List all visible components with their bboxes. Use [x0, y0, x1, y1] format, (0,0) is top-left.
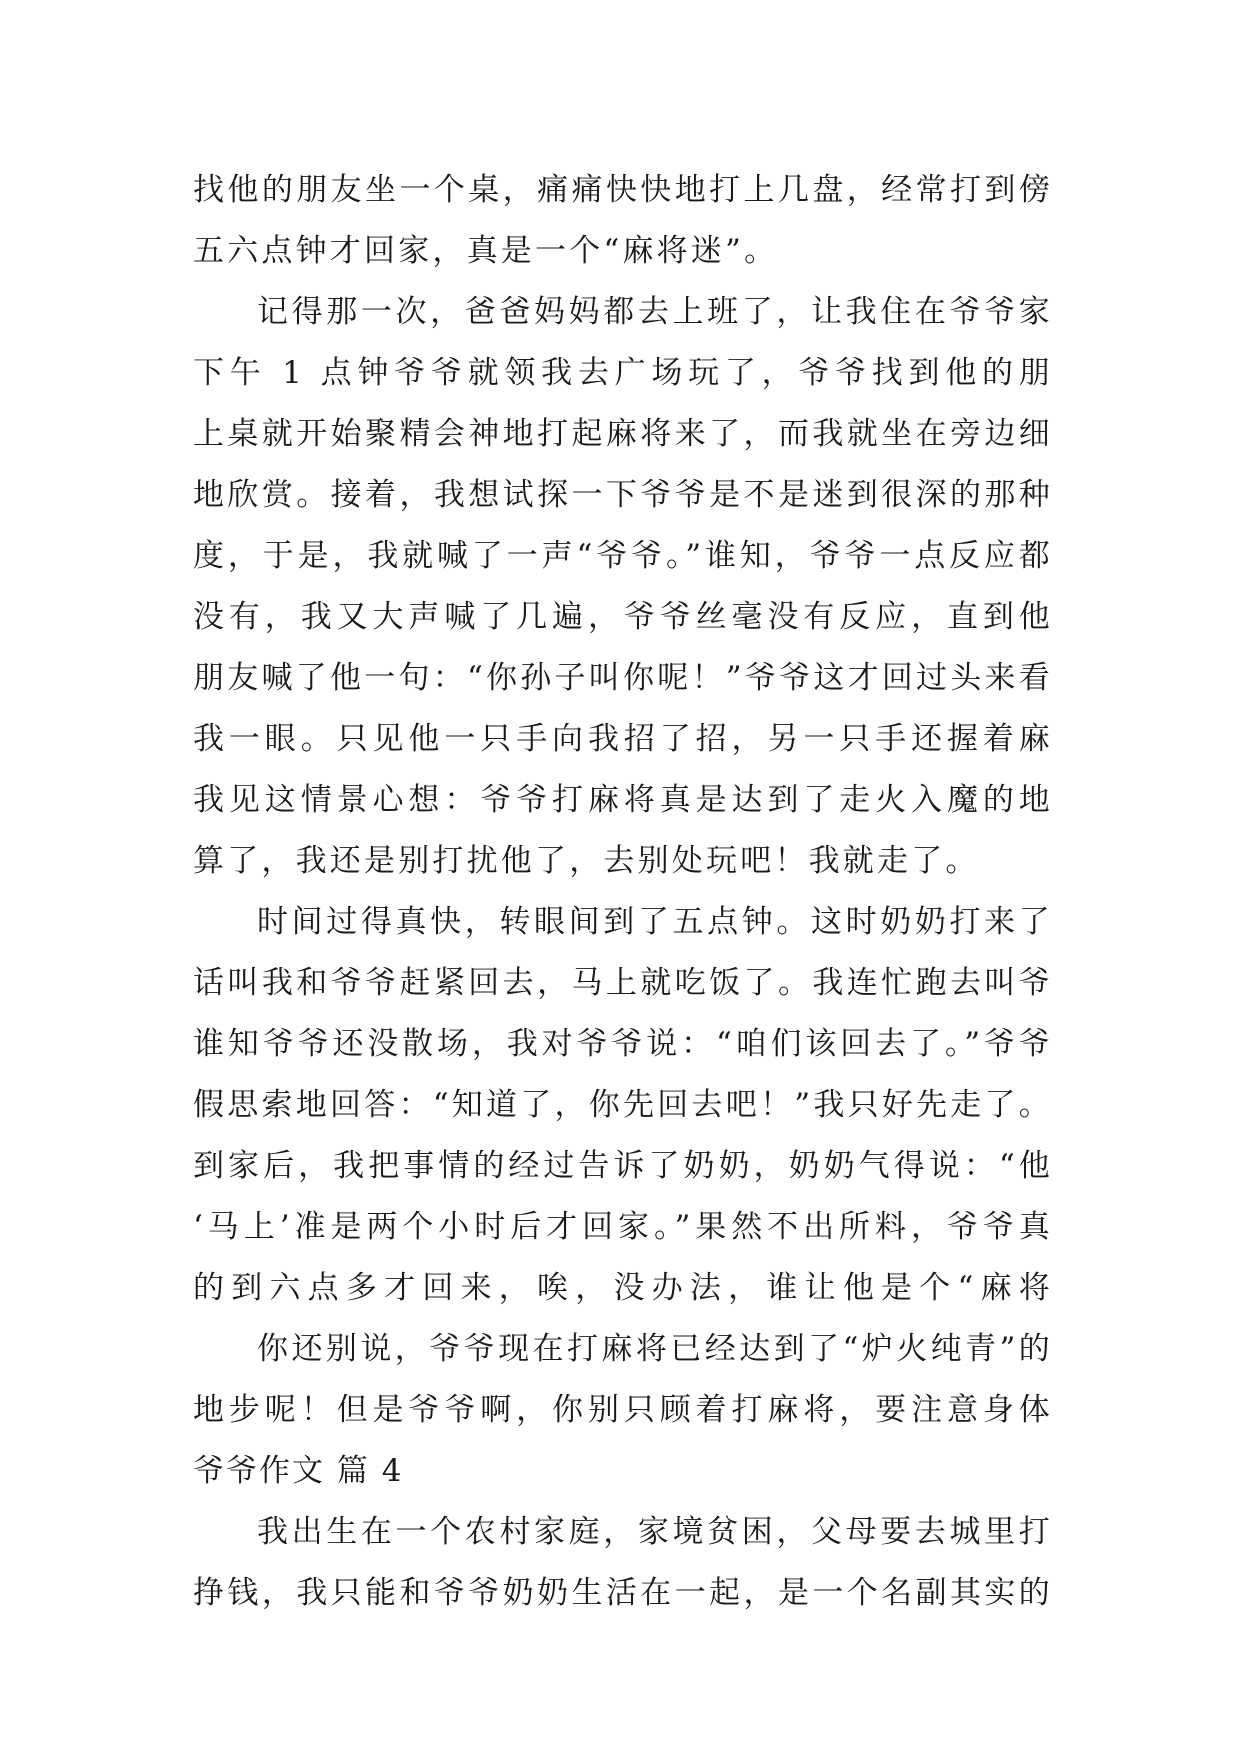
paragraph-5 [193, 1502, 1053, 1624]
text-line: 我出生在一个农村家庭，家境贫困，父母要去城里打 [257, 1514, 1053, 1550]
paragraph-2 [193, 282, 1053, 892]
section-heading [193, 1441, 1053, 1502]
text-line: 话叫我和爷爷赶紧回去，马上就吃饭了。我连忙跑去叫爷 [193, 965, 1053, 1001]
text-line: 时间过得真快，转眼间到了五点钟。这时奶奶打来了 [257, 904, 1053, 940]
text-line: 谁知爷爷还没散场，我对爷爷说：“咱们该回去了。”爷爷 [193, 1026, 1053, 1062]
text-line: 地步呢！但是爷爷啊，你别只顾着打麻将，要注意身体 [193, 1392, 1053, 1428]
text-line: 你还别说，爷爷现在打麻将已经达到了“炉火纯青”的 [257, 1331, 1053, 1367]
text-line: 五六点钟才回家，真是一个“麻将迷”。 [193, 233, 779, 269]
text-line: 度，于是，我就喊了一声“爷爷。”谁知，爷爷一点反应都 [193, 538, 1053, 574]
text-line: 朋友喊了他一句：“你孙子叫你呢！”爷爷这才回过头来看 [193, 660, 1053, 696]
text-line: 记得那一次，爸爸妈妈都去上班了，让我住在爷爷家 [257, 294, 1053, 330]
text-line: 到家后，我把事情的经过告诉了奶奶，奶奶气得说：“他 [193, 1148, 1053, 1184]
text-line: 我见这情景心想：爷爷打麻将真是达到了走火入魔的地 [193, 782, 1053, 818]
paragraph-4 [193, 1319, 1053, 1441]
paragraph-1 [193, 160, 1053, 282]
text-line: 上桌就开始聚精会神地打起麻将来了，而我就坐在旁边细 [193, 416, 1053, 452]
document-body [193, 160, 1053, 1624]
text-line: 没有，我又大声喊了几遍，爷爷丝毫没有反应，直到他 [193, 599, 1053, 635]
text-line: ‘马上’准是两个小时后才回家。”果然不出所料，爷爷真 [193, 1209, 1053, 1245]
heading-text: 爷爷作文 篇 4 [193, 1453, 404, 1489]
text-line: 算了，我还是别打扰他了，去别处玩吧！我就走了。 [193, 843, 980, 879]
text-line: 我一眼。只见他一只手向我招了招，另一只手还握着麻 [193, 721, 1053, 757]
text-line: 下午 1 点钟爷爷就领我去广场玩了，爷爷找到他的朋 [193, 355, 1053, 391]
text-line: 地欣赏。接着，我想试探一下爷爷是不是迷到很深的那种 [193, 477, 1053, 513]
text-line: 找他的朋友坐一个桌，痛痛快快地打上几盘，经常打到傍 [193, 172, 1053, 208]
paragraph-3 [193, 892, 1053, 1319]
text-line: 假思索地回答：“知道了，你先回去吧！”我只好先走了。 [193, 1087, 1053, 1123]
text-line: 的到六点多才回来，唉，没办法，谁让他是个“麻将 [193, 1270, 1053, 1306]
text-line: 挣钱，我只能和爷爷奶奶生活在一起，是一个名副其实的 [193, 1575, 1053, 1611]
